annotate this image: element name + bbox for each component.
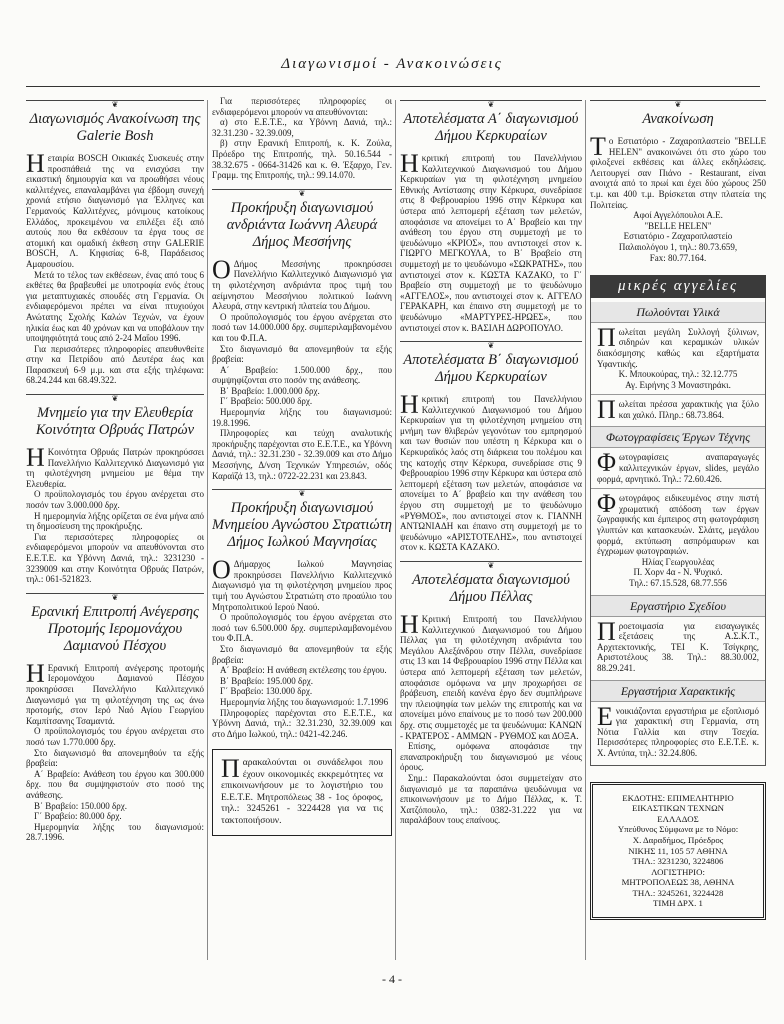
article-kerkyra-b: [400, 341, 582, 553]
page-header-title: Διαγωνισμοί - Ανακοινώσεις: [281, 56, 503, 72]
article-paragraph: Α΄ Βραβείο: Ανάθεση του έργου και 300.000 δρχ. που θα συμψηφιστούν στο ποσό της ανάθεσης.: [26, 768, 204, 800]
ornament-icon: ❦: [400, 561, 582, 570]
drop-cap: Π: [597, 322, 616, 352]
page-number: - 4 -: [382, 972, 402, 986]
article-paragraph: Για περισσότερες πληροφορίες οι ενδιαφερόμενοι μπορούν να απευθύνονται στο Ε.Ε.Τ.Ε. κα Υβόννη Δανιά, τηλ.: 3231230 - 3239009 και στην Κοινότητα Οβρυάς Πατρών, τηλ.: 061-521823.: [26, 531, 204, 585]
drop-cap: Η: [26, 149, 45, 178]
drop-cap: Π: [597, 616, 616, 646]
article-paragraph: α) στο Ε.Ε.Τ.Ε., κα Υβόννη Δανιά, τηλ.: 32.31.230 - 32.39.009,: [212, 117, 392, 138]
article-paragraph: Για περισσότερες πληροφορίες απευθυνθείτε στην κα Πετρίδου από Δευτέρα έως και Παρασκευή 6-9 μ.μ. και στα εξής τηλέφωνα: 68.24.244 και 68.49.322.: [26, 343, 204, 386]
article-paragraph: Α΄ Βραβείο: Η ανάθεση εκτέλεσης του έργου.: [220, 665, 387, 676]
publisher-box: [590, 782, 766, 921]
signature-line: Εστιατόριο - Ζαχαροπλαστείο: [623, 231, 733, 242]
column-divider: [207, 100, 208, 960]
drop-cap: Ο: [212, 555, 231, 585]
column-3: [400, 96, 582, 826]
column-4: [590, 96, 766, 920]
article-paragraph: Μετά το τέλος των εκθέσεων, ένας από τους 6 εκθέτες θα βραβευθεί με υποτροφία ενός έτους για μεταπτυχιακές σπουδές στη Γερμανία. Οι ενδιαφερόμενοι πρέπει να είναι πτυχιούχοι Ανώτατης Σχολής Καλών Τεχνών, να έχουν ηλικία έως και 40 χρόνων και να υποβάλουν την υποψηφιότητά τους από 2-24 Μαΐου 1996.: [26, 269, 204, 344]
publisher-line: ΜΗΤΡΟΠΟΛΕΩΣ 38, ΑΘΗΝΑ: [621, 877, 735, 888]
classified-ad: Προετοιμασία για εισαγωγικές εξετάσεις της Α.Σ.Κ.Τ., Αρχιτεκτονικής, TEI Κ. Τσίγκρης, Αριστοτέλους 38. Τηλ.: 88.30.002, 88.29.241.: [597, 616, 759, 673]
article-paragraph: Β΄ Βραβείο: 150.000 δρχ.: [34, 800, 127, 811]
article-paragraph: Ο προϋπολογισμός του έργου ανέρχεται στο ποσό των 6.500.000 δρχ. συμπεριλαμβανομένου του Φ.Π.Α.: [212, 612, 392, 644]
drop-cap: Π: [221, 754, 240, 784]
column-2: [212, 96, 392, 836]
ornament-icon: ❦: [590, 100, 766, 109]
publisher-line: ΛΟΓΙΣΤΗΡΙΟ:: [651, 866, 705, 877]
classified-section-title: Φωτογραφίσεις Έργων Τέχνης: [591, 426, 765, 448]
article-title: Προκήρυξη διαγωνισμού Μνημείου Αγνώστου Στρατιώτη Δήμος Ιωλκού Μαγνησίας: [212, 500, 392, 551]
article-title: Αποτελέσματα Α΄ διαγωνισμού Δήμου Κερκυραίων: [403, 111, 579, 144]
drop-cap: Φ: [597, 489, 617, 519]
article-paragraph: Α΄ Βραβείο: 1.500.000 δρχ., που συμψηφίζονται στο ποσόν της ανάθεσης.: [212, 364, 392, 386]
publisher-line: Χ. Δαραδήμος, Πρόεδρος: [632, 834, 724, 845]
article-paragraph: Ο προϋπολογισμός του έργου ανέρχεται στο ποσόν των 3.000.000 δρχ.: [26, 489, 204, 511]
notice-text: Παρακαλούνται οι συνάδελφοι που έχουν οικονομικές εκκρεμότητες να επικοινωνήσουν με το λογιστήριο του Ε.Ε.Τ.Ε. Μητροπόλεως 38 - 1ος όροφος, τηλ.: 3245261 - 3224428 για να τις τακτοποιήσουν.: [221, 754, 383, 826]
classifieds-block: [590, 298, 766, 766]
drop-cap: Η: [26, 443, 45, 473]
ornament-icon: ❦: [26, 593, 204, 602]
classified-contact: Αγ. Ειρήνης 3 Μοναστηράκι.: [625, 379, 731, 390]
publisher-line: Υπεύθυνος Σύμφωνα με το Νόμο:: [617, 824, 739, 835]
article-paragraph: Ο Δήμος Μεσσήνης προκηρύσσει Πανελλήνιο Καλλιτεχνικό Διαγωνισμό για τη φιλοτέχνηση ανδριάντα προς τιμή του αείμνηστου Μεσσήνιου πολιτικού Ιωάννη Αλευρά, στην κεντρική πλατεία του Δήμου.: [212, 254, 392, 312]
drop-cap: Π: [597, 395, 616, 425]
classified-contact: Τηλ.: 67.15.528, 68.77.556: [629, 578, 727, 588]
article-paragraph: Η Ερανική Επιτροπή ανέγερσης προτομής Ιερομονάχου Δαμιανού Πέσχου προκηρύσσει Πανελλήνιο Καλλιτεχνικό Διαγωνισμό για τη φιλοτέχνηση της ως άνω προτομής, στον Ιερό Ναό Αγίου Γεωργίου Καμπίτσανης Τσαμαντά.: [26, 658, 204, 726]
ornament-icon: ❦: [26, 100, 204, 109]
article-paragraph: Πληροφορίες και τεύχη αναλυτικής προκήρυξης παρέχονται στο Ε.Ε.Τ.Ε., κα Υβόννη Δανιά, τηλ.: 32.31.230 - 32.39.009 και στο Δήμο Μεσσήνης, Δ/νση Τεχνικών Υπηρεσιών, οδός Καραϊζά 13, τηλ.: 0722-22.231 και 23.843.: [212, 428, 392, 481]
article-paragraph: Γ΄ Βραβείο: 500.000 δρχ.: [220, 396, 313, 407]
article-pellas: [400, 561, 582, 826]
article-paragraph: Β΄ Βραβείο: 1.000.000 δρχ.: [220, 385, 320, 396]
classified-ad: Φωτογράφος ειδικευμένος στην πιστή χρωματική απόδοση των έργων ζωγραφικής και έμπειρος στη φωτογράφιση γλυπτών και κατασκευών. Σλάιτς, μεγάλου φορμά, εκτύπωση ασπρόμαυρων και έγχρωμων φωτογραφιών.: [597, 489, 759, 557]
signature-line: Fax: 80.77.164.: [649, 252, 707, 263]
article-kerkyra-a: [400, 100, 582, 333]
ornament-icon: ❦: [212, 489, 392, 498]
classified-contact: Κ. Μπουκούρας, τηλ.: 32.12.775: [618, 369, 738, 380]
article-paragraph: Η ημερομηνία λήξης ορίζεται σε ένα μήνα από τη δημοσίευση της προκήρυξης.: [26, 510, 204, 532]
article-paragraph: β) στην Ερανική Επιτροπή, κ. Κ. Ζούλα, Πρόεδρο της Επιτροπής, τηλ. 50.16.544 - 38.32.675 - 0664-31426 και κ. Θ. Έξαρχο, Γεν. Γραμμ. της Επιτροπής, τηλ.: 99.14.070.: [212, 138, 392, 181]
drop-cap: Η: [400, 390, 419, 420]
article-title: Ανακοίνωση: [642, 111, 714, 127]
classified-ad: Πωλείται πρέσσα χαρακτικής για ξύλο και χαλκό. Πληρ.: 68.73.864.: [597, 395, 759, 425]
article-paragraph: Στο διαγωνισμό θα απονεμηθούν τα εξής βραβεία:: [212, 343, 392, 365]
publisher-line: ΤΗΛ.: 3245261, 3224428: [632, 887, 724, 898]
classified-section-title: Πωλούνται Υλικά: [591, 302, 765, 323]
article-agnostos: [212, 489, 392, 739]
article-paragraph: Ο προϋπολογισμός του έργου ανέρχεται στο ποσό των 1.770.000 δρχ.: [26, 726, 204, 747]
column-1: [26, 96, 204, 843]
article-paragraph: Ημερομηνία λήξης του διαγωνισμού: 28.7.1996.: [26, 821, 204, 843]
article-paragraph: Ημερομηνία λήξης του διαγωνισμού: 19.8.1996.: [212, 407, 392, 428]
article-paragraph: Η Κοινότητα Οβρυάς Πατρών προκηρύσσει Πανελλήνιο Καλλιτεχνικό Διαγωνισμό για τη φιλοτέχνηση μνημείου με θέμα την Ελευθερία.: [26, 443, 204, 489]
article-paragraph: Η Κριτική Επιτροπή του Πανελλήνιου Καλλιτεχνικού Διαγωνισμού του Δήμου Πέλλας για τη φιλοτέχνηση ανδριάντα του Μεγάλου Αλεξάνδρου στην Πέλλα, συνεδρίασε στις 13 και 14 Φεβρουαρίου 1996 στην Πέλλα και ύστερα από λεπτομερή εξέταση των μελετών, αποφάσισε ομόφωνα να μην προχωρήσει σε βράβευση, επειδή κανένα έργο δεν συμπλήρωνε την πλειοψηφία των μελών της επιτροπής και να απονείμει μόνο επαίνους με το ποσό των 200.000 δρχ. στις συμμετοχές με τα ψευδώνυμα: ΚΑΝΩΝ - ΚΡΑΤΕΡΟΣ - ΑΜΜΩΝ - ΡΥΘΜΟΣ και ΔΟΞΑ.: [400, 610, 582, 741]
ornament-icon: ❦: [400, 100, 582, 109]
article-obrya: [26, 394, 204, 585]
article-paragraph: Το Εστιατόριο - Ζαχαροπλαστείο "BELLE HELEN" ανακοινώνει ότι στο χώρο του φιλοξενεί εκθέσεις και άλλες εκδηλώσεις. Λειτουργεί σαν Πιάνο - Restaurant, είναι ανοιχτά από το πρωί και έχει δύο χώρους 250 τ.μ. και 400 τ.μ. Βρίσκεται στην πλατεία της Πολιτείας.: [590, 132, 766, 210]
article-paragraph: Στο διαγωνισμό θα απονεμηθούν τα εξής βραβεία:: [26, 747, 204, 769]
article-title: Μνημείο για την Ελευθερία Κοινότητα Οβρυάς Πατρών: [35, 405, 195, 439]
article-paragraph: Στο διαγωνισμό θα απονεμηθούν τα εξής βραβεία:: [212, 643, 392, 665]
article-paragraph: Ηκριτική επιτροπή του Πανελλήνιου Καλλιτεχνικού Διαγωνισμού του Δήμου Κερκυραίων για τη φιλοτέχνηση μνημείου Εθνικής Αντίστασης στην Κέρκυρα, συνεδρίασε στις 8 Φεβρουαρίου 1996 στην Κέρκυρα και ύστερα από λεπτομερή εξέταση των μελετών, αποφάσισε να απονείμει το Α΄ Βραβείο και την ανάθεση του έργου στη συμμετοχή με το ψευδώνυμο «ΚΡΙΟΣ», που αντιστοιχεί στον κ. ΓΙΩΡΓΟ ΜΕΓΚΟΥΛΑ, το Β΄ Βραβείο στη συμμετοχή με το ψευδώνυμο «ΣΩΚΡΑΤΗΣ», που αντιστοιχεί στον κ. ΚΩΣΤΑ ΚΑΖΑΚΟ, το Γ΄ Βραβείο στη συμμετοχή με το ψευδώνυμο «ΑΓΓΕΛΟΣ», που αντιστοιχεί στον κ. ΑΓΓΕΛΟ ΓΕΡΑΚΑΡΗ, και έπαινο στη συμμετοχή με το ψευδώνυμο «ΜΑΡΤΥΡΕΣ-ΗΡΩΕΣ», που αντιστοιχεί στον κ. ΒΑΣΙΛΗ ΔΩΡΟΠΟΥΛΟ.: [400, 149, 582, 333]
article-paragraph: Γ΄ Βραβείο: 80.000 δρχ.: [34, 811, 122, 822]
ornament-icon: ❦: [26, 394, 204, 403]
notice-box: [212, 749, 392, 836]
ornament-icon: ❦: [400, 341, 582, 350]
article-paragraph: Πληροφορίες παρέχονται στο Ε.Ε.Τ.Ε., κα Υβόννη Δανιά, τηλ.: 32.31.230, 32.39.009 και στο Δήμο Ιωλκού, τηλ.: 0421-42.246.: [212, 707, 392, 739]
publisher-line: ΕΛΛΑΔΟΣ: [657, 813, 699, 824]
signature-line: Παλαιολόγου 1, τηλ.: 80.73.659,: [618, 241, 738, 252]
article-paragraph: Σημ.: Παρακαλούνται όσοι συμμετείχαν στο διαγωνισμό με τα παραπάνω ψευδώνυμα να επικοινωνήσουν με το Δήμο Πέλλας, κ. Τ. Χατζόπουλο, τηλ.: 0382-31.222 για να παραλάβουν τους επαίνους.: [400, 772, 582, 826]
article-paragraph: Β΄ Βραβείο: 195.000 δρχ.: [220, 675, 313, 686]
drop-cap: Φ: [597, 448, 617, 478]
article-paragraph: Ημερομηνία λήξης του διαγωνισμού: 1.7.1996: [220, 696, 389, 707]
article-paragraph: Ηεταιρία BOSCH Οικιακές Συσκευές στην προσπάθειά της να ενισχύσει την εικαστική δημιουργία και να προωθήσει νέους καλλιτέχνες, επαναλαμβάνει για έβδομη συνεχή χρονιά ετήσιο διαγωνισμό για Έλληνες και Γερμανούς Καλλιτέχνες, μόνιμους κατοίκους Ελλάδος, προκειμένου να επιλέξει έξι από αυτούς που θα εκθέσουν τα έργα τους σε ατομική και ομαδική έκθεση στην GALERIE BOSCH, Λ. Κηφισίας 6-8, Παράδεισος Αμαρουσίου.: [26, 149, 204, 269]
drop-cap: Τ: [590, 132, 606, 161]
article-alevra: [212, 189, 392, 481]
article-paragraph: Γ΄ Βραβείο: 130.000 δρχ.: [220, 686, 313, 697]
classified-ad: Φωτογραφίσεις αναπαραγωγές καλλιτεχνικών έργων, slides, μεγάλο φορμά, αρνητικό. Τηλ.: 72.60.426.: [597, 448, 759, 484]
article-paragraph: Ηκριτική επιτροπή του Πανελλήνιου Καλλιτεχνικού Διαγωνισμού του Δήμου Κερκυραίων για τη φιλοτέχνηση μνημείου στη μνήμη των θλιβερών γεγονότων του εμπρησμού και των θυσιών που υπέστη η Κέρκυρα και ο Κερκυραϊκός λαός στη διάρκεια του πολέμου και της κατοχής στην Κέρκυρα, συνεδρίασε στις 9 Φεβρουαρίου 1996 στην Κέρκυρα και ύστερα από λεπτομερή εξέταση των μελετών, αποφάσισε να απονείμει το Α΄ βραβείο και την ανάθεση του έργου στη συμμετοχή με το ψευδώνυμο «ΡΥΘΜΟΣ», που αντιστοιχεί στον κ. ΓΙΑΝΝΗ ΑΝΤΩΝΙΑΔΗ και έπαινο στη συμμετοχή με το ψευδώνυμο «ΑΡΙΣΤΟΤΕΛΗΣ», που αντιστοιχεί στον κ. ΚΩΣΤΑ ΚΑΖΑΚΟ.: [400, 390, 582, 553]
article-pesxou: [26, 593, 204, 843]
article-announcement: [590, 100, 766, 263]
article-paragraph: Για περισσότερες πληροφορίες οι ενδιαφερόμενοι μπορούν να απευθύνονται:: [212, 96, 392, 117]
drop-cap: Ο: [212, 254, 231, 284]
column-divider: [585, 100, 586, 960]
signature-line: "BELLE HELEN": [644, 220, 712, 231]
article-paragraph: Ο Δήμαρχος Ιωλκού Μαγνησίας προκηρύσσει Πανελλήνιο Καλλιτεχνικό Διαγωνισμό για τη φιλοτέχνηση μνημείου προς τιμή του Αγνώστου Στρατιώτη στο προαύλιο του Μητροπολιτικού Ιερού Ναού.: [212, 555, 392, 612]
drop-cap: Η: [400, 149, 419, 178]
article-paragraph: Ο προϋπολογισμός του έργου ανέρχεται στο ποσό των 14.000.000 δρχ. συμπεριλαμβανομένου και του Φ.Π.Α.: [212, 311, 392, 343]
article-title: Προκήρυξη διαγωνισμού ανδριάντα Ιωάννη Αλευρά Δήμος Μεσσήνης: [226, 199, 378, 250]
signature-line: Αφοί Αγγελόπουλοι Α.Ε.: [633, 210, 723, 221]
classified-ad: Πωλείται μεγάλη Συλλογή ξύλινων, σιδηρών και κεραμικών υλικών διακόσμησης καθώς και εξαρτήματα Υφαντικής.: [597, 322, 759, 369]
article-paragraph: Επίσης, ομόφωνα αποφάσισε την επαναπροκήρυξη του διαγωνισμού με νέους όρους.: [400, 741, 582, 773]
article-continued: [212, 96, 392, 181]
ornament-icon: ❦: [212, 189, 392, 198]
classified-contact: Ηλίας Γεωργουλέας: [641, 556, 715, 567]
column-divider: [395, 100, 396, 960]
article-galerie-bosh: [26, 100, 204, 386]
classified-section-title: Εργαστήρια Χαρακτικής: [591, 680, 765, 702]
publisher-line: ΝΙΚΗΣ 11, 105 57 ΑΘΗΝΑ: [628, 845, 728, 856]
drop-cap: Η: [26, 658, 45, 688]
publisher-line: ΕΙΚΑΣΤΙΚΩΝ ΤΕΧΝΩΝ: [631, 803, 725, 814]
drop-cap: Ε: [597, 701, 613, 731]
publisher-line: ΤΙΜΗ ΔΡΧ. 1: [653, 898, 703, 909]
classifieds-header: μικρές αγγελίες: [590, 275, 766, 298]
article-title: Αποτελέσματα Β΄ διαγωνισμού Δήμου Κερκυραίων: [403, 352, 579, 386]
article-title: Ερανική Επιτροπή Ανέγερσης Προτομής Ιερομονάχου Δαμιανού Πέσχου: [31, 603, 199, 654]
header-rule: [26, 86, 760, 87]
classified-section-title: Εργαστήριο Σχεδίου: [591, 595, 765, 617]
publisher-line: ΤΗΛ.: 3231230, 3224806: [632, 856, 724, 867]
article-title: Αποτελέσματα διαγωνισμού Δήμου Πέλλας: [412, 572, 570, 605]
classified-contact: Π. Χορν 4α - Ν. Ψυχικό.: [633, 567, 723, 578]
drop-cap: Η: [400, 610, 419, 639]
publisher-line: ΕΚΔΟΤΗΣ: ΕΠΙΜΕΛΗΤΗΡΙΟ: [622, 792, 734, 803]
article-title: Διαγωνισμός Ανακοίνωση της Galerie Bosh: [29, 111, 201, 144]
classified-ad: Ενοικιάζονται εργαστήρια με εξοπλισμό για χαρακτική στη Γερμανία, στη Νότια Γαλλία και στην Τσεχία. Περισσότερες πληροφορίες στο Ε.Ε.Τ.Ε. κ. Χ. Αντύπα, τηλ.: 32.24.806.: [597, 701, 759, 758]
